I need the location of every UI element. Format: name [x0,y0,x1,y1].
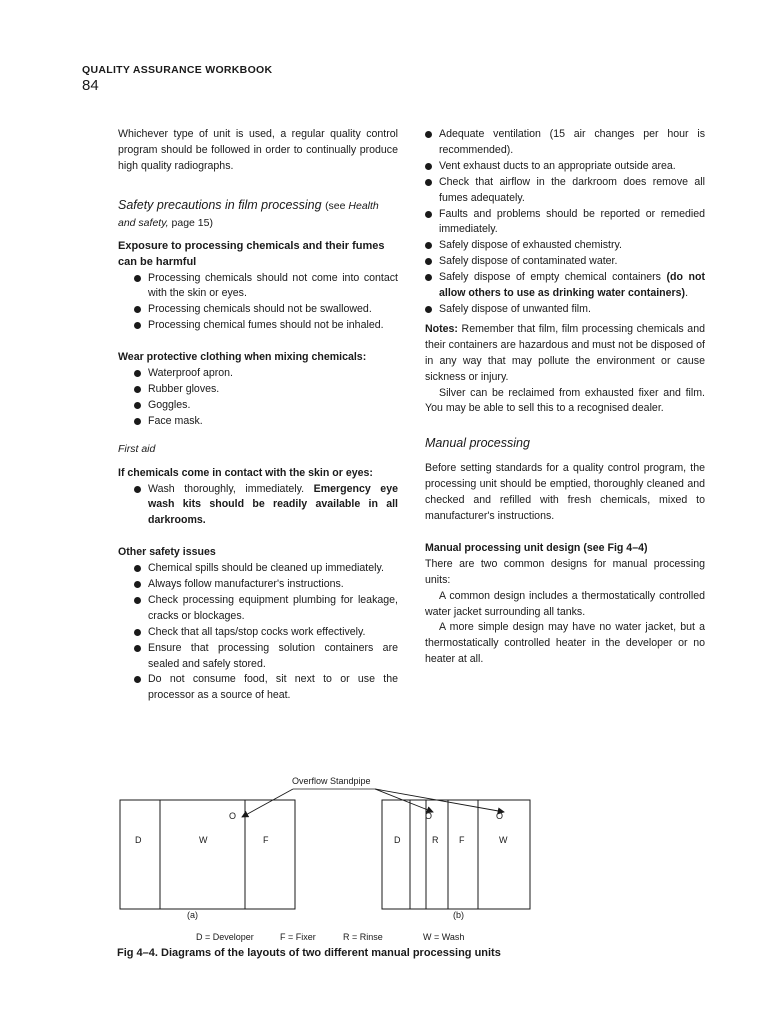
list-item: Processing chemical fumes should not be inhaled. [148,318,398,334]
first-aid-title: First aid [118,442,156,455]
clothing-list [118,366,398,430]
see-italic: Health and safety, [118,199,379,229]
exposure-heading: Exposure to processing chemicals and their fumes can be harmful [118,239,385,268]
unit-b-rinse: R [432,835,439,845]
other-list [118,561,398,704]
list-item: Face mask. [148,414,398,430]
contact-list [118,482,398,530]
silver-paragraph: Silver can be reclaimed from exhausted fixer and film. You may be able to sell this to a recognised dealer. [425,386,705,415]
see-prefix: (see [325,199,349,212]
figure-caption: Fig 4–4. Diagrams of the layouts of two different manual processing units [117,947,501,959]
unit-b-outline [382,800,530,909]
unit-a-fixer: F [263,835,269,845]
running-title: QUALITY ASSURANCE WORKBOOK [82,64,273,76]
unit-a-wash: W [199,835,208,845]
list-item: Vent exhaust ducts to an appropriate outside area. [439,159,705,175]
notes-text: Remember that film, film processing chemicals and their containers are hazardous and must not be disposed of in any way that may pollute the environment or cause sickness or injury. [425,322,705,383]
legend-developer: D = Developer [196,932,254,942]
unit-b-fixer: F [459,835,465,845]
page-header [82,64,272,94]
list-item: Processing chemicals should not be swallowed. [148,302,398,318]
contact-heading: If chemicals come in contact with the skin or eyes: [118,466,373,479]
list-item: Do not consume food, sit next to or use the processor as a source of heat. [148,672,398,704]
list-item: Check that airflow in the darkroom does remove all fumes adequately. [439,175,705,207]
unit-b-label: (b) [453,910,464,920]
processing-units-figure [110,772,670,972]
manual-paragraph: Before setting standards for a quality control program, the processing unit should be emptied, thoroughly cleaned and checked and refilled with fresh chemicals, mixed to manufacturer's instructions. [425,462,705,523]
unit-b-overflow-o: O [425,811,433,821]
list-item: Safely dispose of exhausted chemistry. [439,238,705,254]
list-item: Chemical spills should be cleaned up immediately. [148,561,398,577]
see-suffix: page 15) [168,216,213,229]
contact-item-plain: Wash thoroughly, immediately. [148,482,314,495]
list-item: Processing chemicals should not come into contact with the skin or eyes. [148,271,398,303]
list-item: Ensure that processing solution containers are sealed and safely stored. [148,641,398,673]
page-number: 84 [82,77,99,94]
exposure-list [118,271,398,335]
right-column [425,127,705,668]
list-item: Adequate ventilation (15 air changes per hour is recommended). [439,127,705,159]
section-title-manual: Manual processing [425,436,530,451]
safety-title-text: Safety precautions in film processing [118,197,322,212]
list-item: Waterproof apron. [148,366,398,382]
intro-paragraph: Whichever type of unit is used, a regular quality control program should be followed in order to continually produce high quality radiographs. [118,128,398,172]
unit-a-label: (a) [187,910,198,920]
design-heading: Manual processing unit design (see Fig 4–4) [425,541,648,554]
list-item [439,270,705,302]
design-common-paragraph: A common design includes a thermostatically controlled water jacket surrounding all tanks. [425,589,705,618]
unit-b-developer: D [394,835,401,845]
contact-item-bold: Emergency eye wash kits should be readily available in all darkrooms. [148,482,398,527]
list-item: Rubber gloves. [148,382,398,398]
containers-item-end: . [685,287,689,300]
containers-item-plain: Safely dispose of empty chemical containers [439,271,667,284]
list-item: Faults and problems should be reported or remedied immediately. [439,207,705,239]
design-simple-paragraph: A more simple design may have no water jacket, but a thermostatically controlled heater in the developer or no heater at all. [425,621,705,666]
unit-a-developer: D [135,835,142,845]
other-heading: Other safety issues [118,546,216,559]
list-item: Always follow manufacturer's instructions. [148,577,398,593]
left-column [118,127,398,704]
list-item: Goggles. [148,398,398,414]
unit-a-overflow-o: O [229,811,237,821]
list-item: Check processing equipment plumbing for leakage, cracks or blockages. [148,593,398,625]
unit-b-diagram [382,800,530,920]
section-title-safety [118,197,398,231]
design-paragraph: There are two common designs for manual processing units: [425,557,705,586]
legend-fixer: F = Fixer [280,932,316,942]
clothing-heading: Wear protective clothing when mixing chemicals: [118,351,367,364]
unit-b-wash: W [499,835,508,845]
containers-item-bold: (do not allow others to use as drinking water containers) [439,271,705,300]
unit-b-overflow-o: O [496,811,504,821]
processing-units-diagram [110,772,670,947]
legend-rinse: R = Rinse [343,932,383,942]
notes-label: Notes: [425,322,458,335]
list-item [148,482,398,530]
overflow-standpipe-label: Overflow Standpipe [292,776,371,786]
unit-a-diagram [120,800,295,920]
safety-list-continued [425,127,705,318]
list-item: Safely dispose of contaminated water. [439,254,705,270]
notes-paragraph [425,322,705,386]
unit-a-outline [120,800,295,909]
legend-wash: W = Wash [423,932,465,942]
list-item: Safely dispose of unwanted film. [439,302,705,318]
pointer-arrow-a [242,789,293,817]
list-item: Check that all taps/stop cocks work effectively. [148,625,398,641]
